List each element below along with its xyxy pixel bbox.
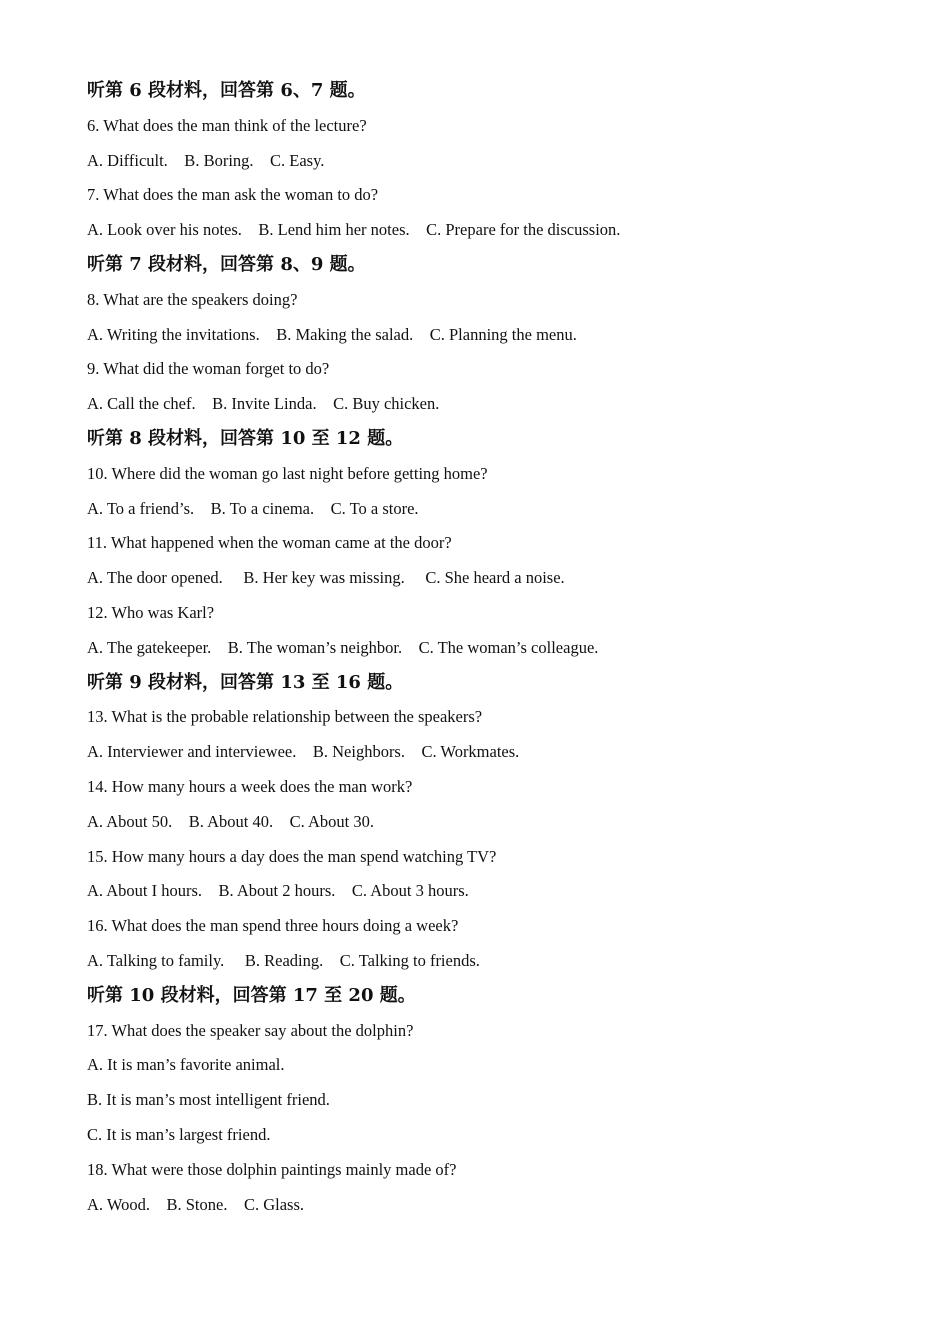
- section-heading: 听第 6 段材料，回答第 6、7 题。: [87, 80, 366, 101]
- question-text: 16. What does the man spend three hours doing a week?: [87, 916, 459, 936]
- answer-option-a: A. It is man’s favorite animal.: [87, 1055, 285, 1075]
- question-text: 8. What are the speakers doing?: [87, 289, 298, 309]
- question-text: 18. What were those dolphin paintings mainly made of?: [87, 1159, 457, 1179]
- answer-options: A. To a friend’s. B. To a cinema. C. To a store.: [87, 498, 419, 518]
- question-text: 12. Who was Karl?: [87, 602, 215, 622]
- question-text: 6. What does the man think of the lecture?: [87, 115, 367, 135]
- question-text: 17. What does the speaker say about the dolphin?: [87, 1020, 414, 1040]
- answer-options: A. The door opened. B. Her key was missing. C. She heard a noise.: [87, 568, 565, 588]
- answer-options: A. Writing the invitations. B. Making the salad. C. Planning the menu.: [87, 324, 577, 344]
- answer-options: A. Talking to family. B. Reading. C. Talking to friends.: [87, 950, 480, 970]
- answer-options: A. Look over his notes. B. Lend him her notes. C. Prepare for the discussion.: [87, 220, 621, 240]
- section-heading: 听第 9 段材料，回答第 13 至 16 题。: [87, 671, 404, 693]
- question-text: 15. How many hours a day does the man spend watching TV?: [87, 846, 497, 866]
- question-text: 14. How many hours a week does the man work?: [87, 776, 413, 796]
- question-text: 7. What does the man ask the woman to do?: [87, 185, 379, 205]
- section-heading: 听第 8 段材料，回答第 10 至 12 题。: [87, 427, 404, 449]
- answer-option-c: C. It is man’s largest friend.: [87, 1124, 271, 1144]
- answer-options: A. About I hours. B. About 2 hours. C. About 3 hours.: [87, 881, 469, 901]
- answer-options: A. Call the chef. B. Invite Linda. C. Buy chicken.: [87, 394, 440, 414]
- answer-options: A. Wood. B. Stone. C. Glass.: [87, 1194, 305, 1214]
- document-body: [87, 74, 907, 1222]
- question-text: 10. Where did the woman go last night before getting home?: [87, 463, 488, 483]
- section-heading: 听第 7 段材料，回答第 8、9 题。: [87, 253, 366, 275]
- question-text: 9. What did the woman forget to do?: [87, 359, 330, 379]
- question-text: 13. What is the probable relationship between the speakers?: [87, 707, 483, 727]
- answer-options: A. About 50. B. About 40. C. About 30.: [87, 811, 374, 831]
- answer-options: A. Interviewer and interviewee. B. Neighbors. C. Workmates.: [87, 742, 520, 762]
- answer-option-b: B. It is man’s most intelligent friend.: [87, 1090, 330, 1110]
- section-heading: 听第 10 段材料，回答第 17 至 20 题。: [87, 984, 416, 1006]
- question-text: 11. What happened when the woman came at the door?: [87, 533, 452, 553]
- answer-options: A. Difficult. B. Boring. C. Easy.: [87, 150, 325, 170]
- answer-options: A. The gatekeeper. B. The woman’s neighbor. C. The woman’s colleague.: [87, 637, 599, 657]
